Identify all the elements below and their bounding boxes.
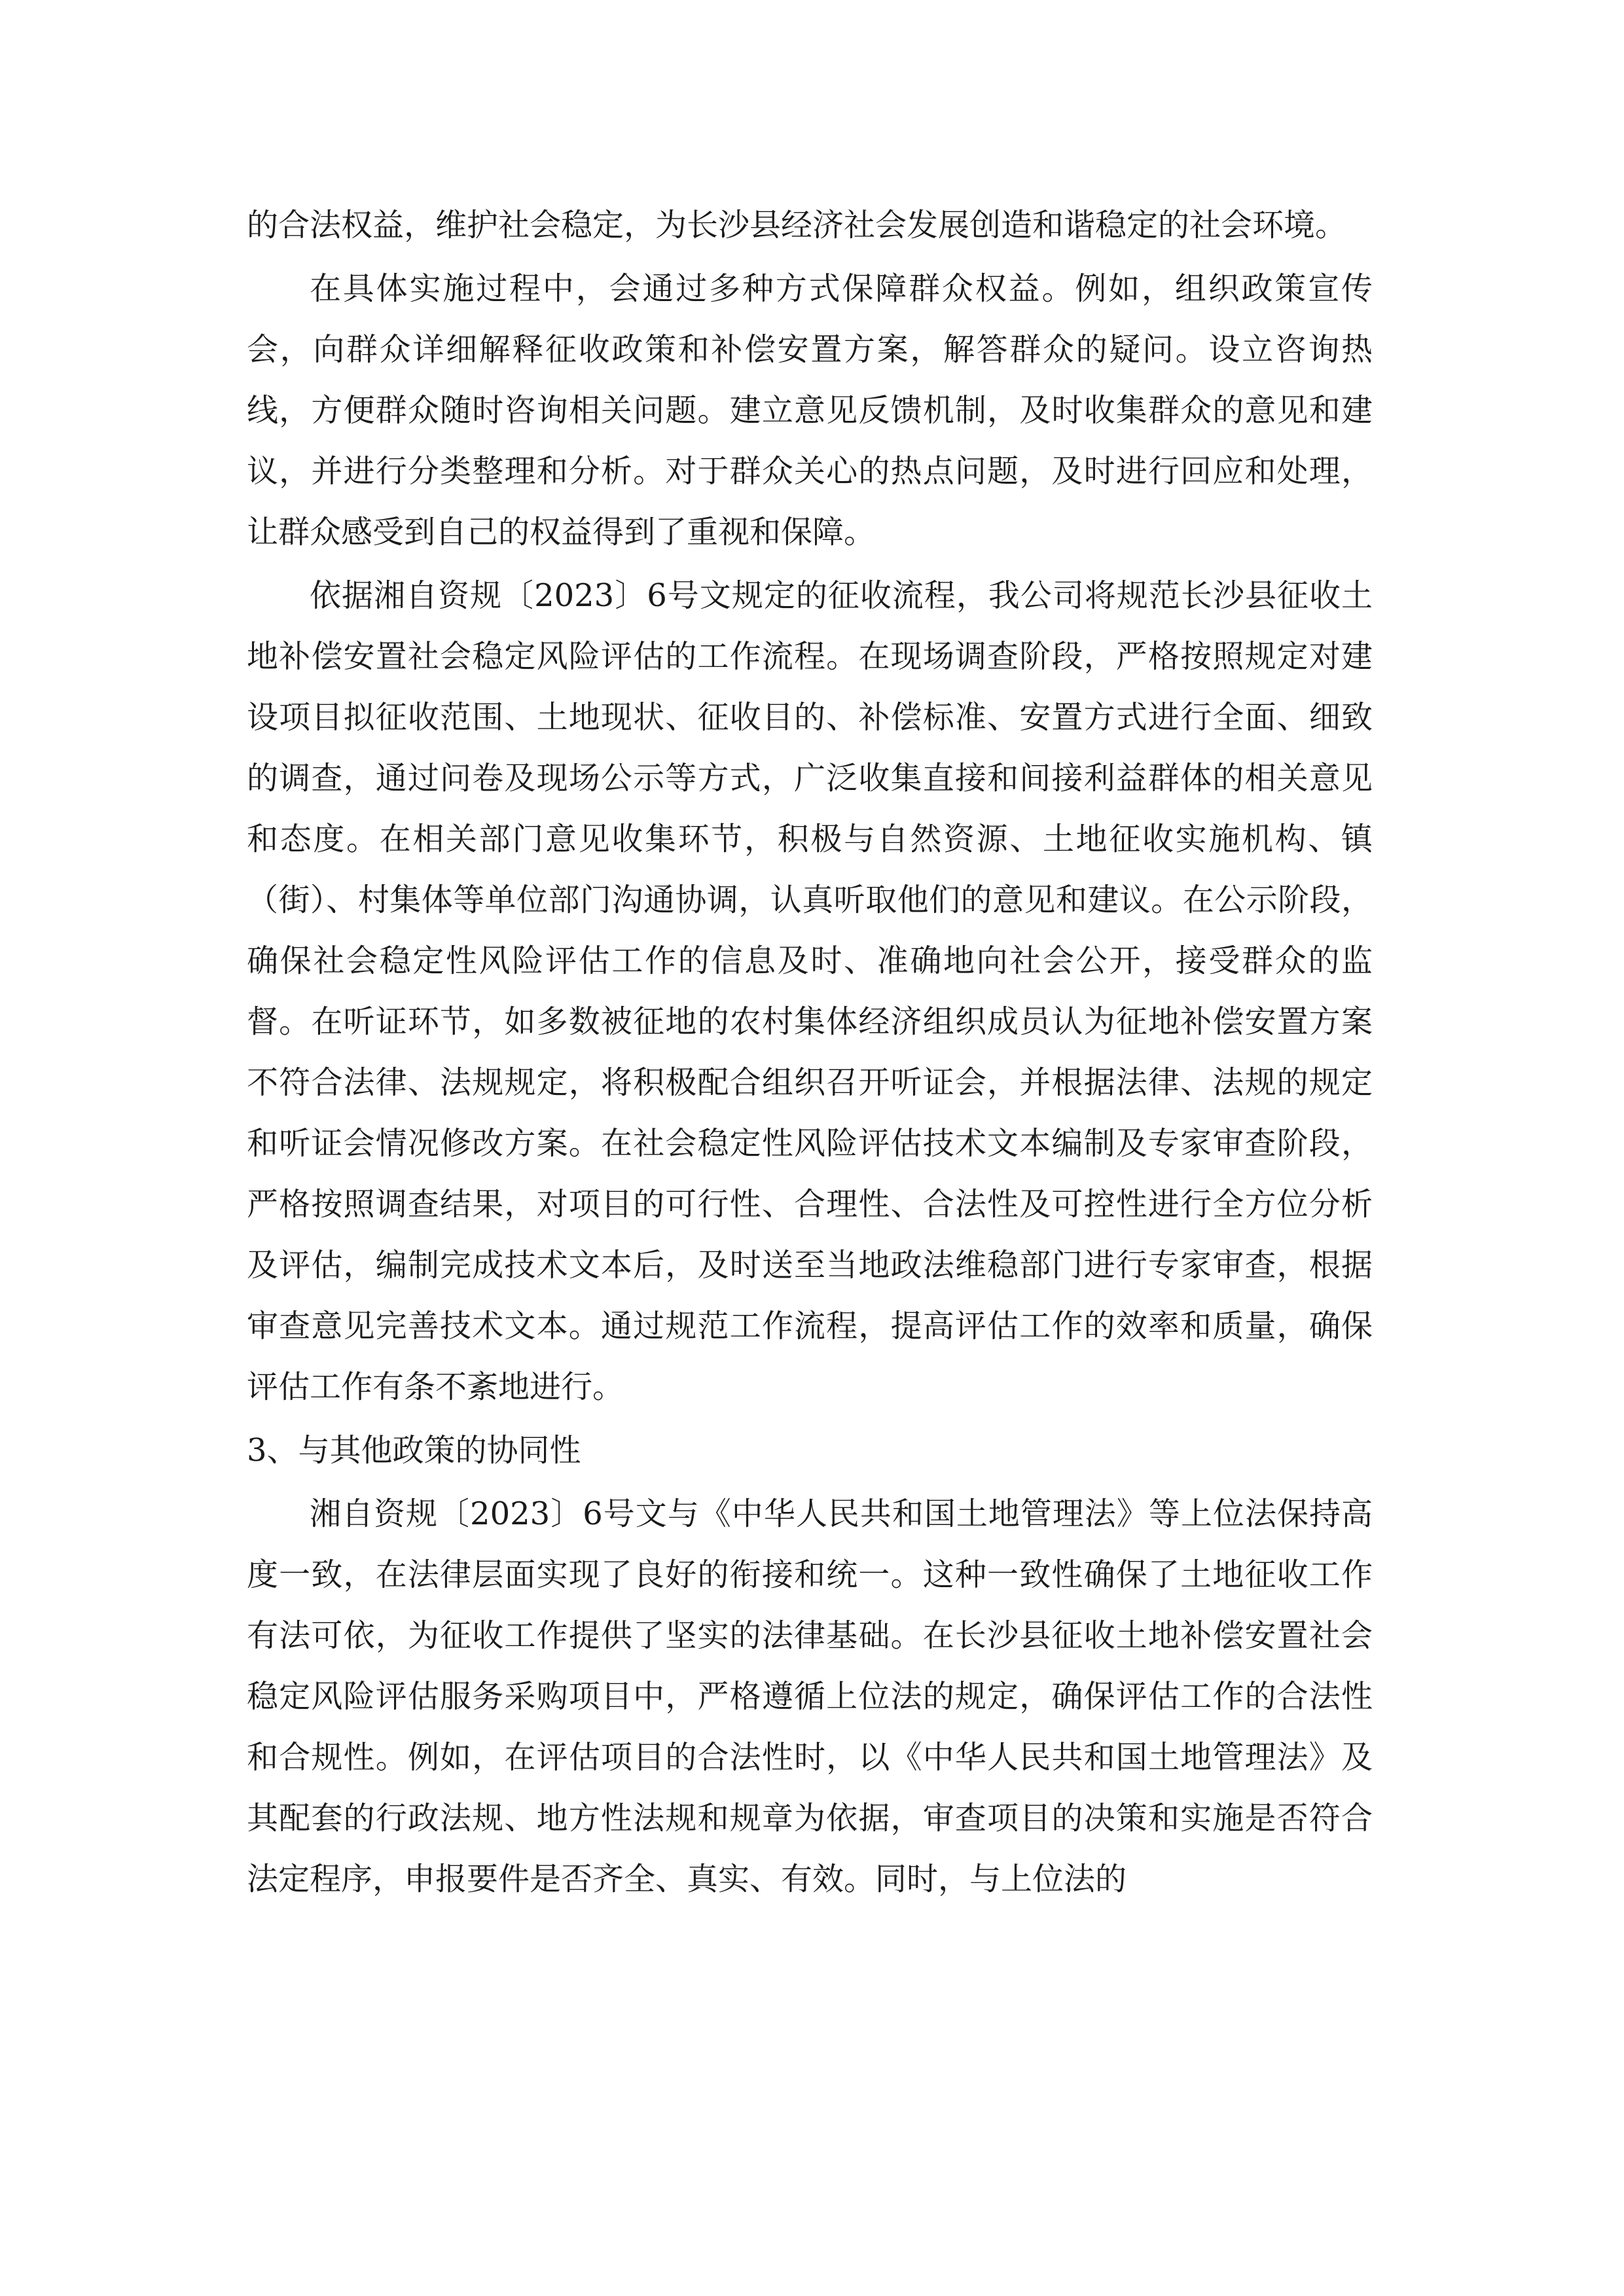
paragraph-rights-protection: 在具体实施过程中，会通过多种方式保障群众权益。例如，组织政策宣传会，向群众详细解释征收政策和补偿安置方案，解答群众的疑问。设立咨询热线，方便群众随时咨询相关问题。建立意见反馈机制，及时收集群众的意见和建议，并进行分类整理和分析。对于群众关心的热点问题，及时进行回应和处理，让群众感受到自己的权益得到了重视和保障。 [247, 270, 1373, 550]
paragraph-continued: 的合法权益，维护社会稳定，为长沙县经济社会发展创造和谐稳定的社会环境。 [247, 207, 1347, 243]
paragraph-workflow: 依据湘自资规〔2023〕6号文规定的征收流程，我公司将规范长沙县征收土地补偿安置社会稳定风险评估的工作流程。在现场调查阶段，严格按照规定对建设项目拟征收范围、土地现状、征收目的、补偿标准、安置方式进行全面、细致的调查，通过问卷及现场公示等方式，广泛收集直接和间接利益群体的相关意见和态度。在相关部门意见收集环节，积极与自然资源、土地征收实施机构、镇（街）、村集体等单位部门沟通协调，认真听取他们的意见和建议。在公示阶段，确保社会稳定性风险评估工作的信息及时、准确地向社会公开，接受群众的监督。在听证环节，如多数被征地的农村集体经济组织成员认为征地补偿安置方案不符合法律、法规规定，将积极配合组织召开听证会，并根据法律、法规的规定和听证会情况修改方案。在社会稳定性风险评估技术文本编制及专家审查阶段，严格按照调查结果，对项目的可行性、合理性、合法性及可控性进行全方位分析及评估，编制完成技术文本后，及时送至当地政法维稳部门进行专家审查，根据审查意见完善技术文本。通过规范工作流程，提高评估工作的效率和质量，确保评估工作有条不紊地进行。 [247, 577, 1373, 1405]
document-body [247, 195, 1373, 1912]
section-heading: 3、与其他政策的协同性 [247, 1432, 581, 1469]
paragraph-policy-coordination: 湘自资规〔2023〕6号文与《中华人民共和国土地管理法》等上位法保持高度一致，在法律层面实现了良好的衔接和统一。这种一致性确保了土地征收工作有法可依，为征收工作提供了坚实的法律基础。在长沙县征收土地补偿安置社会稳定风险评估服务采购项目中，严格遵循上位法的规定，确保评估工作的合法性和合规性。例如，在评估项目的合法性时，以《中华人民共和国土地管理法》及其配套的行政法规、地方性法规和规章为依据，审查项目的决策和实施是否符合法定程序，申报要件是否齐全、真实、有效。同时，与上位法的 [247, 1496, 1373, 1897]
